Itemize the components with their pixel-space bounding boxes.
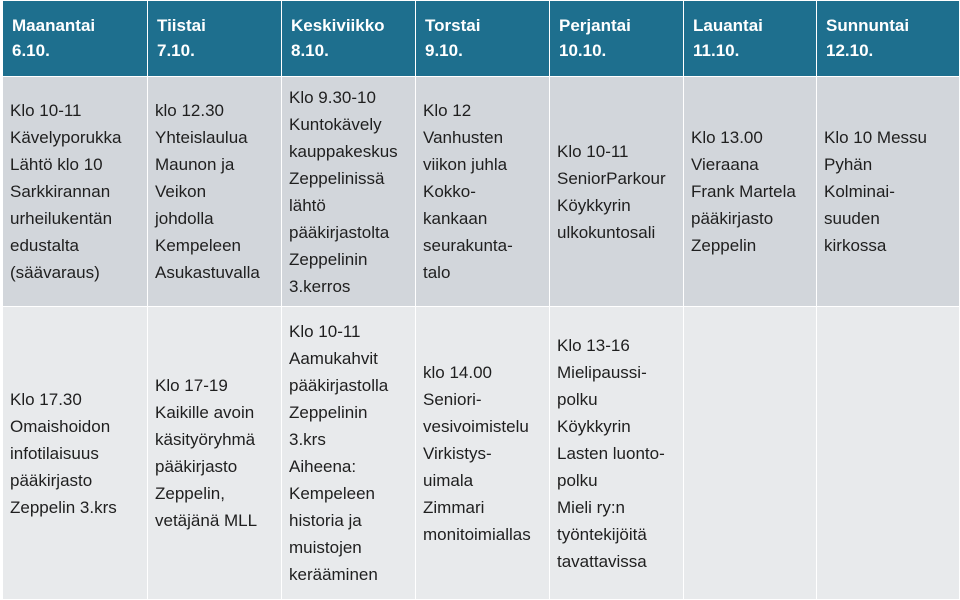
- event-text-line: työntekijöitä: [557, 524, 647, 544]
- event-text-line: vetäjänä MLL: [155, 511, 258, 530]
- event-text-line: pääkirjasto: [691, 209, 774, 228]
- event-text-line: Köykkyrin: [557, 195, 631, 215]
- event-text-line: Veikon: [155, 182, 207, 201]
- event-text-line: kankaan: [423, 209, 488, 228]
- event-text-line: Kävelyporukka: [10, 128, 122, 147]
- event-text-line: Klo 12: [423, 101, 472, 120]
- event-text-line: käsityöryhmä: [155, 430, 256, 449]
- event-text-line: Zeppelin: [691, 236, 757, 255]
- event-text-line: Zeppelinissä: [289, 168, 385, 188]
- day-header-saturday: [684, 1, 817, 77]
- event-text-line: klo 12.30: [155, 101, 224, 120]
- day-date: 8.10.: [291, 41, 329, 60]
- event-cell: [282, 307, 416, 600]
- event-text-line: Sarkkirannan: [10, 182, 111, 201]
- event-text-line: monitoimiallas: [423, 524, 531, 544]
- event-text-line: Zeppelin 3.krs: [10, 497, 117, 517]
- event-text-line: Aiheena:: [289, 457, 357, 476]
- event-text-line: Mielipaussi-: [557, 362, 647, 382]
- event-text-line: kerääminen: [289, 565, 378, 584]
- event-text-line: Seniori-: [423, 389, 482, 409]
- event-text-line: Frank Martela: [691, 182, 796, 201]
- event-text-line: Klo 10-11: [10, 101, 82, 120]
- schedule-body: [3, 77, 960, 600]
- event-text-line: Lähtö klo 10: [10, 155, 103, 174]
- event-text-line: johdolla: [155, 209, 214, 228]
- event-text-line: seurakunta-: [423, 236, 513, 255]
- event-text-line: Pyhän: [824, 155, 873, 174]
- day-name: Tiistai: [157, 16, 206, 35]
- day-header-wednesday: [282, 1, 416, 77]
- event-text-line: Kuntokävely: [289, 114, 382, 134]
- event-text-line: Kokko-: [423, 182, 476, 201]
- event-text-line: viikon juhla: [423, 155, 508, 174]
- event-text-line: SeniorParkour: [557, 168, 666, 188]
- event-cell: [550, 77, 684, 307]
- event-text-line: Zeppelinin: [289, 403, 368, 422]
- event-text-line: Virkistys-: [423, 443, 492, 463]
- event-text-line: edustalta: [10, 236, 79, 255]
- day-header-tuesday: [148, 1, 282, 77]
- event-text-line: Klo 17-19: [155, 376, 228, 395]
- day-name: Maanantai: [12, 16, 96, 35]
- event-text-line: Maunon ja: [155, 155, 235, 174]
- event-text-line: pääkirjastolla: [289, 376, 389, 395]
- day-name: Lauantai: [693, 16, 763, 35]
- event-row: [3, 77, 960, 307]
- event-text-line: Kempeleen: [155, 236, 242, 255]
- event-text-line: Asukastuvalla: [155, 263, 260, 282]
- day-date: 9.10.: [425, 41, 463, 60]
- event-text-line: muistojen: [289, 538, 362, 557]
- event-text-line: Zimmari: [423, 497, 485, 517]
- day-date: 6.10.: [12, 41, 50, 60]
- event-text-line: suuden: [824, 209, 880, 228]
- event-cell: [817, 307, 960, 600]
- event-text-line: lähtö: [289, 195, 326, 215]
- day-date: 11.10.: [693, 41, 740, 60]
- event-text-line: Kolminai-: [824, 182, 895, 201]
- event-text-line: Aamukahvit: [289, 349, 378, 368]
- event-text-line: polku: [557, 389, 598, 409]
- day-header-friday: [550, 1, 684, 77]
- header-row: [3, 1, 960, 77]
- event-cell: [148, 77, 282, 307]
- event-text-line: Klo 13-16: [557, 335, 630, 355]
- event-text-line: (säävaraus): [10, 263, 100, 282]
- event-text-line: ulkokuntosali: [557, 222, 656, 242]
- event-text-line: Klo 10-11: [289, 322, 361, 341]
- event-text-line: Vanhusten: [423, 128, 504, 147]
- day-date: 10.10.: [559, 41, 607, 60]
- event-text-line: Lasten luonto-: [557, 443, 665, 463]
- event-text-line: 3.kerros: [289, 276, 351, 296]
- day-header-monday: [3, 1, 148, 77]
- event-cell: [416, 307, 550, 600]
- event-text-line: pääkirjasto: [155, 457, 238, 476]
- event-cell: [3, 77, 148, 307]
- day-name: Torstai: [425, 16, 481, 35]
- event-text-line: Klo 10 Messu: [824, 128, 927, 147]
- event-text-line: kauppakeskus: [289, 141, 398, 161]
- event-text-line: tavattavissa: [557, 551, 647, 571]
- day-date: 7.10.: [157, 41, 195, 60]
- event-cell: [282, 77, 416, 307]
- event-text-line: Klo 10-11: [557, 141, 629, 161]
- event-cell: [684, 77, 817, 307]
- event-text-line: pääkirjasto: [10, 470, 93, 490]
- event-text-line: infotilaisuus: [10, 443, 99, 463]
- event-text-line: Kaikille avoin: [155, 403, 255, 422]
- event-text-line: polku: [557, 470, 598, 490]
- event-text-line: Klo 13.00: [691, 128, 763, 147]
- day-header-thursday: [416, 1, 550, 77]
- event-text-line: vesivoimistelu: [423, 416, 529, 436]
- event-text-line: Kempeleen: [289, 484, 376, 503]
- event-text-line: urheilukentän: [10, 209, 113, 228]
- event-text-line: Yhteislaulua: [155, 128, 248, 147]
- event-row: [3, 307, 960, 600]
- event-text-line: Omaishoidon: [10, 416, 111, 436]
- event-cell: [416, 77, 550, 307]
- event-cell: [3, 307, 148, 600]
- day-header-sunday: [817, 1, 960, 77]
- event-text-line: pääkirjastolta: [289, 222, 390, 242]
- weekly-schedule-table: [2, 0, 960, 600]
- day-name: Perjantai: [559, 16, 631, 35]
- event-text-line: historia ja: [289, 511, 362, 530]
- event-text-line: kirkossa: [824, 236, 887, 255]
- event-text-line: Köykkyrin: [557, 416, 631, 436]
- event-text-line: klo 14.00: [423, 362, 492, 382]
- event-text-line: uimala: [423, 470, 474, 490]
- day-name: Keskiviikko: [291, 16, 385, 35]
- day-name: Sunnuntai: [826, 16, 910, 35]
- event-text-line: Klo 9.30-10: [289, 87, 376, 107]
- event-cell: [550, 307, 684, 600]
- event-text-line: Vieraana: [691, 155, 759, 174]
- event-text-line: talo: [423, 263, 451, 282]
- event-cell: [684, 307, 817, 600]
- event-cell: [817, 77, 960, 307]
- event-text-line: 3.krs: [289, 430, 326, 449]
- day-date: 12.10.: [826, 41, 874, 60]
- event-text-line: Mieli ry:n: [557, 497, 626, 517]
- event-text-line: Zeppelinin: [289, 249, 368, 269]
- event-text-line: Klo 17.30: [10, 389, 82, 409]
- event-cell: [148, 307, 282, 600]
- event-text-line: Zeppelin,: [155, 484, 225, 503]
